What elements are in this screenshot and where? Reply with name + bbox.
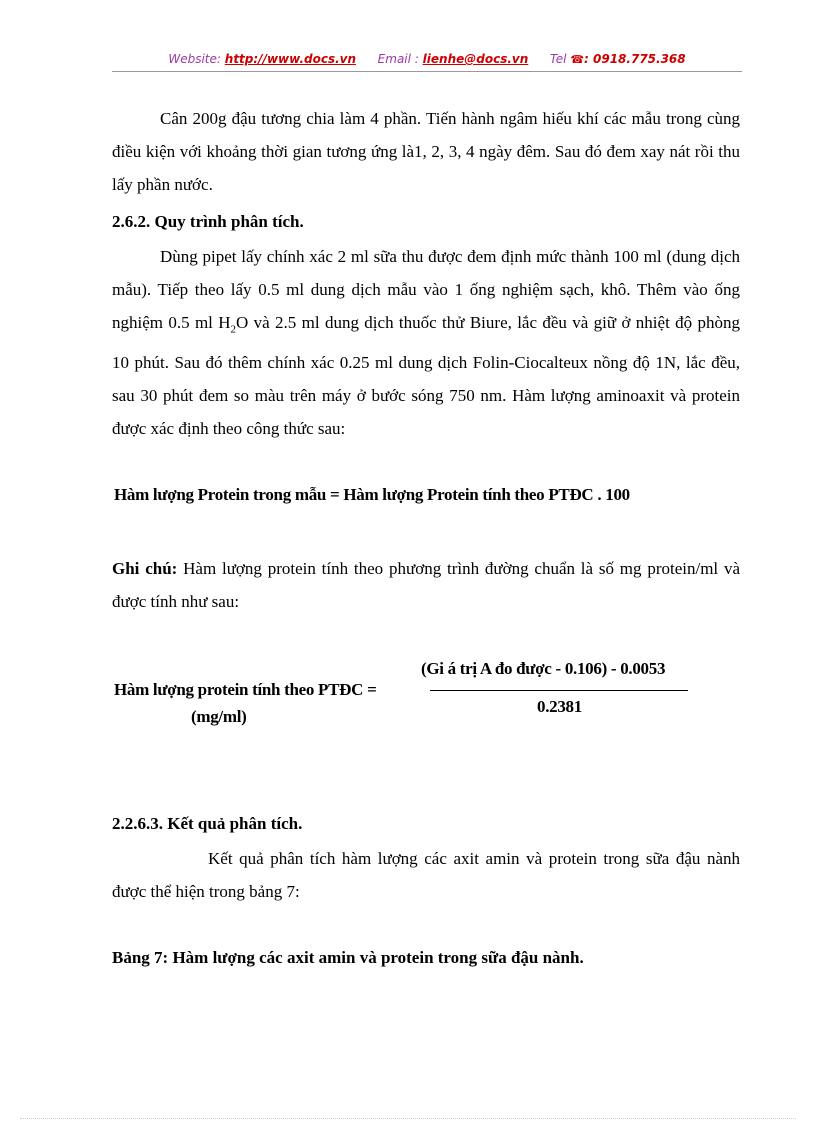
formula-unit: (mg/ml): [191, 707, 247, 726]
paragraph-note: Ghi chú: Hàm lượng protein tính theo phương trình đường chuẩn là số mg protein/ml và được tính như sau:: [112, 559, 740, 611]
formula-numerator: (Gi á trị A đo được - 0.106) - 0.0053: [421, 659, 666, 678]
paragraph-sample-prep: Cân 200g đậu tương chia làm 4 phần. Tiến hành ngâm hiếu khí các mẫu trong cùng điều kiện với khoảng thời gian tương ứng là1, 2, 3, 4 ngày đêm. Sau đó đem xay nát rồi thu lấy phần nước.: [112, 109, 740, 194]
subscript-2: 2: [230, 323, 237, 336]
website-label: Website:: [168, 52, 221, 66]
note-label: Ghi chú:: [112, 559, 178, 578]
fraction-bar: [430, 690, 688, 691]
footer-divider: [20, 1118, 796, 1119]
page-header: [112, 52, 742, 66]
website-link[interactable]: http://www.docs.vn: [224, 52, 357, 66]
paragraph-results: Kết quả phân tích hàm lượng các axit amin và protein trong sữa đậu nành được thể hiện trong bảng 7:: [112, 849, 740, 901]
table-caption: Bảng 7: Hàm lượng các axit amin và protein trong sữa đậu nành.: [112, 948, 584, 967]
heading-analysis-results: 2.2.6.3. Kết quả phân tích.: [112, 814, 303, 833]
tel-label: Tel: [549, 52, 567, 66]
phone-icon: ☎: [570, 53, 585, 66]
email-link[interactable]: lienhe@docs.vn: [422, 52, 529, 66]
header-divider: [112, 71, 742, 72]
paragraph-analysis-procedure: Dùng pipet lấy chính xác 2 ml sữa thu được đem định mức thành 100 ml (dung dịch mẫu). Tiếp theo lấy 0.5 ml dung dịch mẫu vào 1 ống nghiệm sạch, khô. Thêm vào ống nghiệm 0.5 ml $H_2O$ và 2.5 ml dung dịch thuốc thử Biure, lắc đều và giữ ở nhiệt độ phòng 10 phút. Sau đó thêm chính xác 0.25 ml dung dịch Folin-Ciocalteux nồng độ 1N, lắc đều, sau 30 phút đem so màu trên máy ở bước sóng 750 nm. Hàm lượng aminoaxit và protein được xác định theo công thức sau:: [112, 247, 740, 439]
formula-protein-in-sample: Hàm lượng Protein trong mẫu = Hàm lượng Protein tính theo PTĐC . 100: [114, 485, 630, 504]
phone-number: : 0918.775.368: [584, 52, 686, 66]
formula-denominator: 0.2381: [537, 697, 582, 716]
email-label: Email :: [377, 52, 419, 66]
formula-lhs: Hàm lượng protein tính theo PTĐC =: [114, 680, 377, 699]
heading-analysis-procedure: 2.6.2. Quy trình phân tích.: [112, 212, 304, 231]
